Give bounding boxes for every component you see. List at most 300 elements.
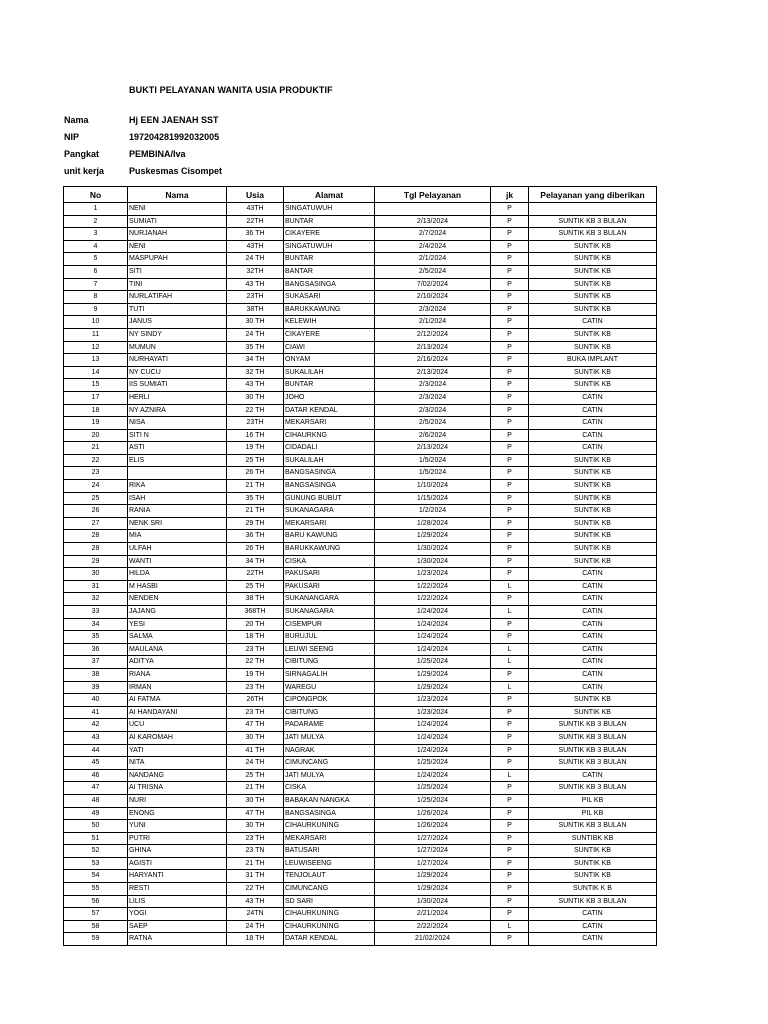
cell-no: 30 [64,568,128,581]
cell-tgl: 1/26/2024 [375,807,491,820]
cell-no: 13 [64,354,128,367]
cell-no: 49 [64,807,128,820]
cell-alamat: MEKARSARI [284,517,375,530]
cell-nama [128,467,227,480]
cell-jk: P [491,203,529,216]
cell-tgl: 2/13/2024 [375,442,491,455]
cell-pelayanan: SUNTIK KB [529,291,657,304]
cell-jk: P [491,731,529,744]
cell-alamat: BUNTAR [284,215,375,228]
cell-usia: 25 TH [227,769,284,782]
cell-usia: 41 TH [227,744,284,757]
cell-jk: P [491,530,529,543]
cell-alamat: WAREGU [284,681,375,694]
table-row [64,215,657,228]
cell-pelayanan: SUNTIK KB 3 BULAN [529,719,657,732]
cell-pelayanan: CATIN [529,769,657,782]
cell-jk: P [491,757,529,770]
cell-no: 11 [64,328,128,341]
cell-pelayanan: CATIN [529,643,657,656]
info-value: 197204281992032005 [129,132,220,142]
cell-alamat: BARUKKAWUNG [284,303,375,316]
cell-jk: P [491,291,529,304]
cell-no: 40 [64,694,128,707]
header-col-tgl: Tgl Pelayanan [375,187,491,203]
cell-alamat: CIPONGPOK [284,694,375,707]
cell-usia: 21 TH [227,505,284,518]
cell-tgl: 2/7/2024 [375,228,491,241]
cell-jk: P [491,807,529,820]
cell-tgl: 1/24/2024 [375,719,491,732]
table-row [64,442,657,455]
cell-jk: P [491,303,529,316]
table-row [64,731,657,744]
table-row [64,467,657,480]
header-col-usia: Usia [227,187,284,203]
cell-jk: P [491,417,529,430]
cell-tgl [375,203,491,216]
cell-alamat: BABAKAN NANGKA [284,794,375,807]
cell-alamat: BUNTAR [284,253,375,266]
cell-jk: P [491,618,529,631]
cell-no: 58 [64,920,128,933]
header-col-nama: Nama [128,187,227,203]
cell-jk: P [491,555,529,568]
cell-usia: 23TH [227,291,284,304]
cell-nama: YOGI [128,908,227,921]
table-row [64,505,657,518]
cell-no: 8 [64,291,128,304]
table-row [64,920,657,933]
cell-pelayanan: SUNTIK KB [529,366,657,379]
cell-tgl: 1/26/2024 [375,820,491,833]
table-row [64,530,657,543]
cell-usia: 24 TH [227,253,284,266]
cell-tgl: 1/27/2024 [375,845,491,858]
info-row [64,129,222,146]
cell-alamat: BANTAR [284,265,375,278]
cell-no: 33 [64,606,128,619]
cell-no: 54 [64,870,128,883]
cell-alamat: CIHAURKNG [284,429,375,442]
cell-usia: 20 TH [227,618,284,631]
cell-pelayanan: SUNTIK KB [529,467,657,480]
cell-tgl: 1/27/2024 [375,857,491,870]
table-row [64,265,657,278]
table-row [64,606,657,619]
cell-usia: 18 TH [227,933,284,946]
table-row [64,555,657,568]
table-row [64,895,657,908]
table-row [64,807,657,820]
cell-pelayanan: SUNTIK KB [529,694,657,707]
cell-no: 6 [64,265,128,278]
cell-no: 56 [64,895,128,908]
cell-alamat: SINGATUWUH [284,203,375,216]
cell-no: 53 [64,857,128,870]
cell-tgl: 7/02/2024 [375,278,491,291]
cell-jk: L [491,606,529,619]
cell-jk: P [491,240,529,253]
cell-pelayanan: PIL KB [529,794,657,807]
cell-pelayanan: SUNTIK KB 3 BULAN [529,895,657,908]
cell-tgl: 21/02/2024 [375,933,491,946]
cell-nama: LILIS [128,895,227,908]
cell-usia: 30 TH [227,731,284,744]
cell-alamat: SUKASARI [284,291,375,304]
cell-pelayanan: CATIN [529,933,657,946]
cell-tgl: 1/27/2024 [375,832,491,845]
cell-usia: 43TH [227,240,284,253]
table-row [64,517,657,530]
table-row [64,228,657,241]
cell-pelayanan: SUNTIK KB [529,870,657,883]
cell-pelayanan: CATIN [529,442,657,455]
cell-alamat: DATAR KENDAL [284,404,375,417]
cell-tgl: 2/5/2024 [375,417,491,430]
cell-tgl: 1/25/2024 [375,782,491,795]
cell-nama: WANTI [128,555,227,568]
cell-jk: P [491,253,529,266]
cell-tgl: 1/30/2024 [375,895,491,908]
header-col-pelayanan: Pelayanan yang diberikan [529,187,657,203]
cell-tgl: 2/1/2024 [375,316,491,329]
cell-jk: P [491,933,529,946]
cell-usia: 21 TH [227,480,284,493]
cell-nama: HARYANTI [128,870,227,883]
cell-jk: P [491,442,529,455]
cell-no: 5 [64,253,128,266]
cell-tgl: 1/24/2024 [375,731,491,744]
cell-alamat: BUNTAR [284,379,375,392]
cell-pelayanan: SUNTIK KB 3 BULAN [529,820,657,833]
cell-pelayanan: CATIN [529,391,657,404]
cell-usia: 23 TH [227,643,284,656]
cell-no: 2 [64,215,128,228]
cell-pelayanan: CATIN [529,668,657,681]
cell-jk: P [491,467,529,480]
cell-jk: L [491,920,529,933]
cell-nama: NURI [128,794,227,807]
table-row [64,278,657,291]
table-row [64,933,657,946]
cell-no: 17 [64,391,128,404]
cell-tgl: 2/3/2024 [375,303,491,316]
cell-nama: SUMIATI [128,215,227,228]
cell-alamat: BATUSARI [284,845,375,858]
cell-tgl: 1/29/2024 [375,681,491,694]
cell-nama: JANUS [128,316,227,329]
cell-jk: P [491,492,529,505]
cell-usia: 38TH [227,303,284,316]
cell-no: 10 [64,316,128,329]
cell-pelayanan: SUNTIK KB 3 BULAN [529,228,657,241]
cell-alamat: LEUWISEENG [284,857,375,870]
cell-jk: P [491,883,529,896]
table-row [64,341,657,354]
cell-pelayanan: CATIN [529,656,657,669]
cell-nama: TINI [128,278,227,291]
table-row [64,291,657,304]
cell-usia: 36 TH [227,228,284,241]
table-row [64,757,657,770]
cell-usia: 19 TH [227,668,284,681]
cell-tgl: 1/25/2024 [375,794,491,807]
cell-usia: 26 TH [227,467,284,480]
cell-nama: YUNI [128,820,227,833]
cell-usia: 26 TH [227,543,284,556]
cell-usia: 23 TN [227,845,284,858]
cell-pelayanan: CATIN [529,593,657,606]
table-row [64,631,657,644]
cell-nama: ULFAH [128,543,227,556]
cell-nama: SAEP [128,920,227,933]
table-row [64,492,657,505]
cell-jk: P [491,391,529,404]
cell-pelayanan: SUNTIK KB [529,328,657,341]
cell-pelayanan: SUNTIK KB [529,706,657,719]
cell-jk: P [491,480,529,493]
cell-tgl: 1/24/2024 [375,606,491,619]
cell-pelayanan: SUNTIK KB [529,253,657,266]
cell-jk: L [491,769,529,782]
cell-jk: P [491,278,529,291]
cell-pelayanan: SUNTIBK KB [529,832,657,845]
cell-alamat: KELEWIH [284,316,375,329]
cell-jk: P [491,832,529,845]
table-row [64,316,657,329]
cell-jk: P [491,517,529,530]
cell-no: 22 [64,454,128,467]
cell-alamat: SUKANAGARA [284,606,375,619]
cell-usia: 43 TH [227,278,284,291]
cell-tgl: 1/15/2024 [375,492,491,505]
cell-tgl: 2/16/2024 [375,354,491,367]
table-row [64,618,657,631]
cell-alamat: BARUKKAWUNG [284,543,375,556]
cell-usia: 31 TH [227,870,284,883]
cell-no: 38 [64,668,128,681]
info-label: NIP [64,132,80,142]
cell-nama: GHINA [128,845,227,858]
cell-tgl: 1/28/2024 [375,517,491,530]
cell-nama: AI FATMA [128,694,227,707]
cell-jk: P [491,908,529,921]
cell-alamat: CIDADALI [284,442,375,455]
cell-nama: NURJANAH [128,228,227,241]
cell-alamat: JOHO [284,391,375,404]
cell-usia: 35 TH [227,492,284,505]
table-row [64,568,657,581]
cell-usia: 43TH [227,203,284,216]
cell-pelayanan: SUNTIK KB [529,265,657,278]
cell-nama: JAJANG [128,606,227,619]
cell-no: 36 [64,643,128,656]
table-row [64,681,657,694]
cell-tgl: 1/24/2024 [375,769,491,782]
cell-alamat: SINGATUWUH [284,240,375,253]
cell-jk: P [491,328,529,341]
cell-alamat: SUKALILAH [284,454,375,467]
cell-nama: NY AZNIRA [128,404,227,417]
cell-pelayanan: SUNTIK KB [529,303,657,316]
table-row [64,656,657,669]
cell-jk: P [491,694,529,707]
cell-nama: ENONG [128,807,227,820]
cell-usia: 22 TH [227,883,284,896]
cell-nama: HILDA [128,568,227,581]
cell-usia: 30 TH [227,794,284,807]
cell-tgl: 1/24/2024 [375,744,491,757]
cell-tgl: 1/25/2024 [375,656,491,669]
table-row [64,769,657,782]
cell-jk: P [491,895,529,908]
cell-alamat: BANGSASINGA [284,467,375,480]
cell-tgl: 1/23/2024 [375,568,491,581]
cell-no: 55 [64,883,128,896]
cell-tgl: 2/22/2024 [375,920,491,933]
cell-alamat: SUKANAGARA [284,505,375,518]
cell-pelayanan: CATIN [529,404,657,417]
cell-jk: P [491,593,529,606]
cell-pelayanan: CATIN [529,429,657,442]
cell-jk: P [491,366,529,379]
cell-nama: MIA [128,530,227,543]
cell-jk: P [491,857,529,870]
cell-usia: 34 TH [227,354,284,367]
cell-nama: NENI [128,240,227,253]
cell-usia: 368TH [227,606,284,619]
cell-pelayanan: SUNTIK K B [529,883,657,896]
cell-no: 31 [64,580,128,593]
cell-alamat: CIMUNCANG [284,883,375,896]
cell-nama: IRMAN [128,681,227,694]
cell-nama: RIANA [128,668,227,681]
table-row [64,668,657,681]
cell-alamat: GUNUNG BUBUT [284,492,375,505]
cell-no: 9 [64,303,128,316]
info-row [64,112,222,129]
cell-usia: 21 TH [227,782,284,795]
cell-usia: 43 TH [227,895,284,908]
cell-pelayanan: SUNTIK KB [529,845,657,858]
cell-usia: 35 TH [227,341,284,354]
info-value: Hj EEN JAENAH SST [129,115,219,125]
cell-usia: 24 TH [227,920,284,933]
cell-alamat: SIRNAGALIH [284,668,375,681]
cell-alamat: BARU KAWUNG [284,530,375,543]
cell-nama: NANDANG [128,769,227,782]
cell-pelayanan: CATIN [529,568,657,581]
cell-nama: ASTI [128,442,227,455]
page-title: BUKTI PELAYANAN WANITA USIA PRODUKTIF [129,85,333,95]
cell-alamat: LEUWI SEENG [284,643,375,656]
cell-pelayanan: SUNTIK KB [529,492,657,505]
cell-jk: P [491,354,529,367]
cell-jk: P [491,404,529,417]
cell-alamat: ONYAM [284,354,375,367]
table-header-row [64,187,657,203]
cell-nama: SITI N [128,429,227,442]
cell-alamat: CIHAURKUNING [284,920,375,933]
cell-nama: YATI [128,744,227,757]
table-row [64,240,657,253]
cell-jk: P [491,341,529,354]
cell-nama: PUTRI [128,832,227,845]
cell-usia: 25 TH [227,454,284,467]
cell-no: 41 [64,706,128,719]
cell-no: 35 [64,631,128,644]
table-row [64,203,657,216]
cell-pelayanan: SUNTIK KB [529,454,657,467]
cell-no: 39 [64,681,128,694]
table-row [64,253,657,266]
cell-usia: 43 TH [227,379,284,392]
table-row [64,543,657,556]
cell-alamat: CISKA [284,555,375,568]
cell-alamat: BURUJUL [284,631,375,644]
cell-alamat: CIBITUNG [284,656,375,669]
cell-usia: 24TN [227,908,284,921]
cell-tgl: 1/29/2024 [375,530,491,543]
cell-pelayanan: SUNTIK KB [529,517,657,530]
cell-pelayanan: SUNTIK KB [529,480,657,493]
cell-tgl: 2/21/2024 [375,908,491,921]
cell-alamat: SUKALILAH [284,366,375,379]
cell-jk: P [491,228,529,241]
header-col-alamat: Alamat [284,187,375,203]
cell-usia: 23 TH [227,706,284,719]
table-row [64,908,657,921]
table-row [64,820,657,833]
cell-nama: AGISTI [128,857,227,870]
cell-usia: 22 TH [227,656,284,669]
cell-jk: P [491,744,529,757]
cell-tgl: 2/5/2024 [375,265,491,278]
cell-tgl: 2/3/2024 [375,379,491,392]
cell-nama: AI KAROMAH [128,731,227,744]
cell-pelayanan: SUNTIK KB 3 BULAN [529,731,657,744]
cell-nama: SALMA [128,631,227,644]
table-row [64,832,657,845]
table-row [64,417,657,430]
cell-pelayanan: CATIN [529,908,657,921]
cell-jk: P [491,668,529,681]
cell-tgl: 1/5/2024 [375,454,491,467]
cell-usia: 38 TH [227,593,284,606]
cell-pelayanan: SUNTIK KB 3 BULAN [529,782,657,795]
cell-jk: P [491,543,529,556]
cell-nama: RIKA [128,480,227,493]
cell-alamat: CIBITUNG [284,706,375,719]
cell-jk: P [491,505,529,518]
cell-pelayanan: CATIN [529,580,657,593]
info-label: Pangkat [64,149,100,159]
cell-pelayanan: SUNTIK KB [529,530,657,543]
cell-alamat: CIAWI [284,341,375,354]
cell-no: 34 [64,618,128,631]
cell-no: 1 [64,203,128,216]
cell-alamat: CIMUNCANG [284,757,375,770]
cell-nama: RANIA [128,505,227,518]
cell-alamat: JATI MULYA [284,731,375,744]
cell-pelayanan: CATIN [529,618,657,631]
cell-tgl: 2/4/2024 [375,240,491,253]
table-row [64,454,657,467]
table-row [64,744,657,757]
cell-tgl: 1/24/2024 [375,631,491,644]
cell-nama: MUMUN [128,341,227,354]
